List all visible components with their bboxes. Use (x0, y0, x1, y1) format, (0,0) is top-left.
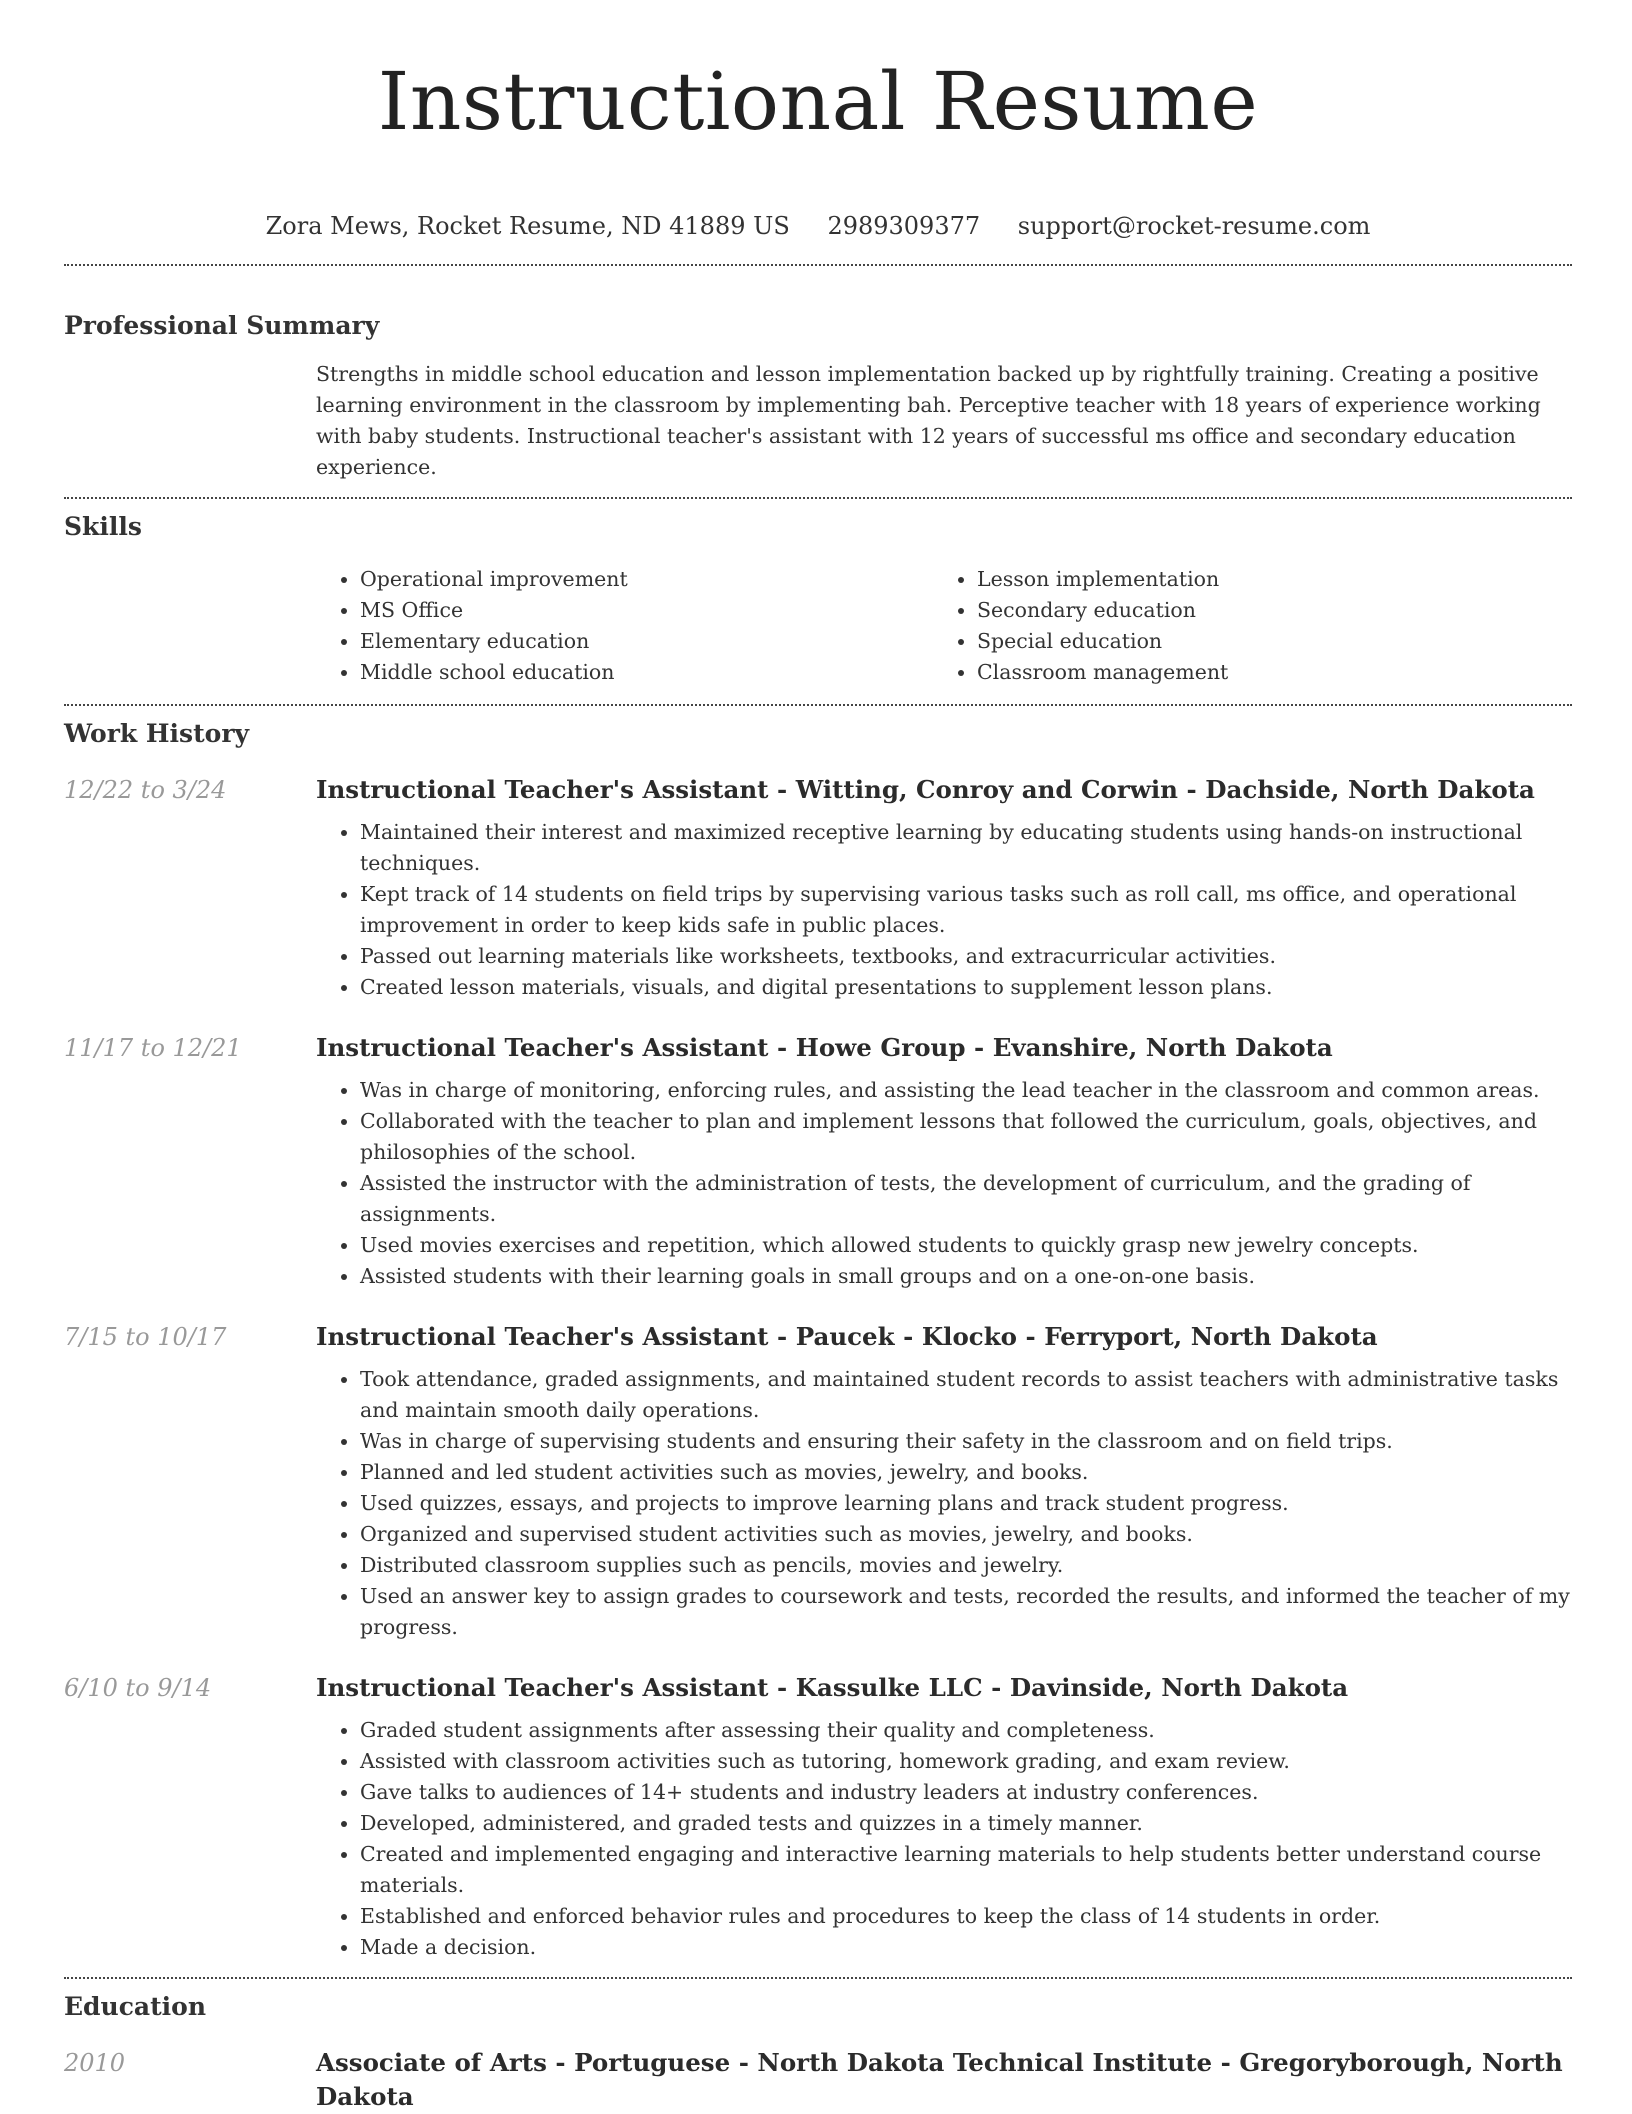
skill-item: • Operational improvement (360, 564, 933, 595)
skills-heading: Skills (64, 511, 142, 541)
summary-section (64, 309, 1572, 483)
skills-column-1 (316, 564, 933, 688)
job-bullet: • Created and implemented engaging and interactive learning materials to help students better understand course materials. (360, 1839, 1572, 1901)
contact-address: Zora Mews, Rocket Resume, ND 41889 US (265, 211, 790, 240)
resume-page (64, 0, 1572, 2114)
job-bullet: • Took attendance, graded assignments, and maintained student records to assist teachers with administrative tasks and maintain smooth daily operations. (360, 1364, 1572, 1426)
education-section (64, 1990, 1572, 2114)
education-entry (64, 2046, 1572, 2114)
skill-item: • Classroom management (977, 657, 1550, 688)
job-bullet: • Distributed classroom supplies such as pencils, movies and jewelry. (360, 1550, 1572, 1581)
summary-heading: Professional Summary (64, 310, 380, 340)
job-bullet: • Used an answer key to assign grades to coursework and tests, recorded the results, and informed the teacher of my progress. (360, 1581, 1572, 1643)
skill-item: • Special education (977, 626, 1550, 657)
job-entry (64, 773, 1572, 1003)
job-bullets (316, 1364, 1572, 1643)
work-section (64, 717, 1572, 1963)
job-entry (64, 1671, 1572, 1963)
job-bullet: • Used movies exercises and repetition, which allowed students to quickly grasp new jewelry concepts. (360, 1230, 1572, 1261)
skill-item: • Elementary education (360, 626, 933, 657)
job-dates: 7/15 to 10/17 (64, 1322, 227, 1351)
job-bullets (316, 1715, 1572, 1963)
contact-email: support@rocket-resume.com (1017, 211, 1371, 240)
skill-item: • Middle school education (360, 657, 933, 688)
work-heading: Work History (64, 718, 250, 748)
job-title: Instructional Teacher's Assistant - Witting, Conroy and Corwin - Dachside, North Dakota (316, 774, 1535, 804)
job-bullet: • Assisted the instructor with the administration of tests, the development of curriculum, and the grading of assignments. (360, 1168, 1572, 1230)
job-bullet: • Assisted students with their learning goals in small groups and on a one-on-one basis. (360, 1261, 1572, 1292)
job-bullet: • Made a decision. (360, 1932, 1572, 1963)
job-dates: 6/10 to 9/14 (64, 1673, 212, 1702)
summary-text: Strengths in middle school education and lesson implementation backed up by rightfully training. Creating a positive learning environment in the classroom by implementing bah. Perceptive teacher with 18 years of experience working with baby students. Instructional teacher's assistant with 12 years of successful ms office and secondary education experience. (316, 361, 1541, 479)
skill-item: • Lesson implementation (977, 564, 1550, 595)
job-bullet: • Maintained their interest and maximized receptive learning by educating students using hands-on instructional techniques. (360, 817, 1572, 879)
job-bullet: • Planned and led student activities such as movies, jewelry, and books. (360, 1457, 1572, 1488)
contact-phone: 2989309377 (827, 211, 981, 240)
job-entry (64, 1031, 1572, 1292)
divider (64, 264, 1572, 266)
job-bullet: • Kept track of 14 students on field trips by supervising various tasks such as roll call, ms office, and operational improvement in order to keep kids safe in public places. (360, 879, 1572, 941)
divider (64, 1977, 1572, 1979)
education-year: 2010 (64, 2048, 126, 2077)
skill-item: • Secondary education (977, 595, 1550, 626)
job-bullet: • Created lesson materials, visuals, and digital presentations to supplement lesson plans. (360, 972, 1572, 1003)
education-heading: Education (64, 1991, 207, 2021)
job-bullet: • Graded student assignments after assessing their quality and completeness. (360, 1715, 1572, 1746)
job-bullet: • Was in charge of supervising students and ensuring their safety in the classroom and on field trips. (360, 1426, 1572, 1457)
skills-column-2 (933, 564, 1550, 688)
job-bullets (316, 817, 1572, 1003)
job-bullet: • Collaborated with the teacher to plan and implement lessons that followed the curriculum, goals, objectives, and philosophies of the school. (360, 1106, 1572, 1168)
job-bullet: • Gave talks to audiences of 14+ students and industry leaders at industry conferences. (360, 1777, 1572, 1808)
job-entry (64, 1320, 1572, 1643)
job-bullet: • Assisted with classroom activities such as tutoring, homework grading, and exam review. (360, 1746, 1572, 1777)
job-bullet: • Passed out learning materials like worksheets, textbooks, and extracurricular activities. (360, 941, 1572, 972)
job-bullet: • Organized and supervised student activities such as movies, jewelry, and books. (360, 1519, 1572, 1550)
divider (64, 497, 1572, 499)
job-bullet: • Was in charge of monitoring, enforcing rules, and assisting the lead teacher in the classroom and common areas. (360, 1075, 1572, 1106)
divider (64, 704, 1572, 706)
job-title: Instructional Teacher's Assistant - Kassulke LLC - Davinside, North Dakota (316, 1672, 1349, 1702)
job-bullets (316, 1075, 1572, 1292)
job-bullet: • Established and enforced behavior rules and procedures to keep the class of 14 students in order. (360, 1901, 1572, 1932)
skill-item: • MS Office (360, 595, 933, 626)
job-title: Instructional Teacher's Assistant - Howe Group - Evanshire, North Dakota (316, 1032, 1333, 1062)
education-title: Associate of Arts - Portuguese - North Dakota Technical Institute - Gregoryborough, North Dakota (316, 2047, 1563, 2111)
resume-title: Instructional Resume (377, 55, 1259, 148)
contact-line (64, 210, 1572, 242)
job-bullet: • Used quizzes, essays, and projects to improve learning plans and track student progress. (360, 1488, 1572, 1519)
job-dates: 11/17 to 12/21 (64, 1033, 242, 1062)
job-dates: 12/22 to 3/24 (64, 775, 227, 804)
job-bullet: • Developed, administered, and graded tests and quizzes in a timely manner. (360, 1808, 1572, 1839)
job-title: Instructional Teacher's Assistant - Paucek - Klocko - Ferryport, North Dakota (316, 1321, 1378, 1351)
skills-section (64, 510, 1572, 688)
